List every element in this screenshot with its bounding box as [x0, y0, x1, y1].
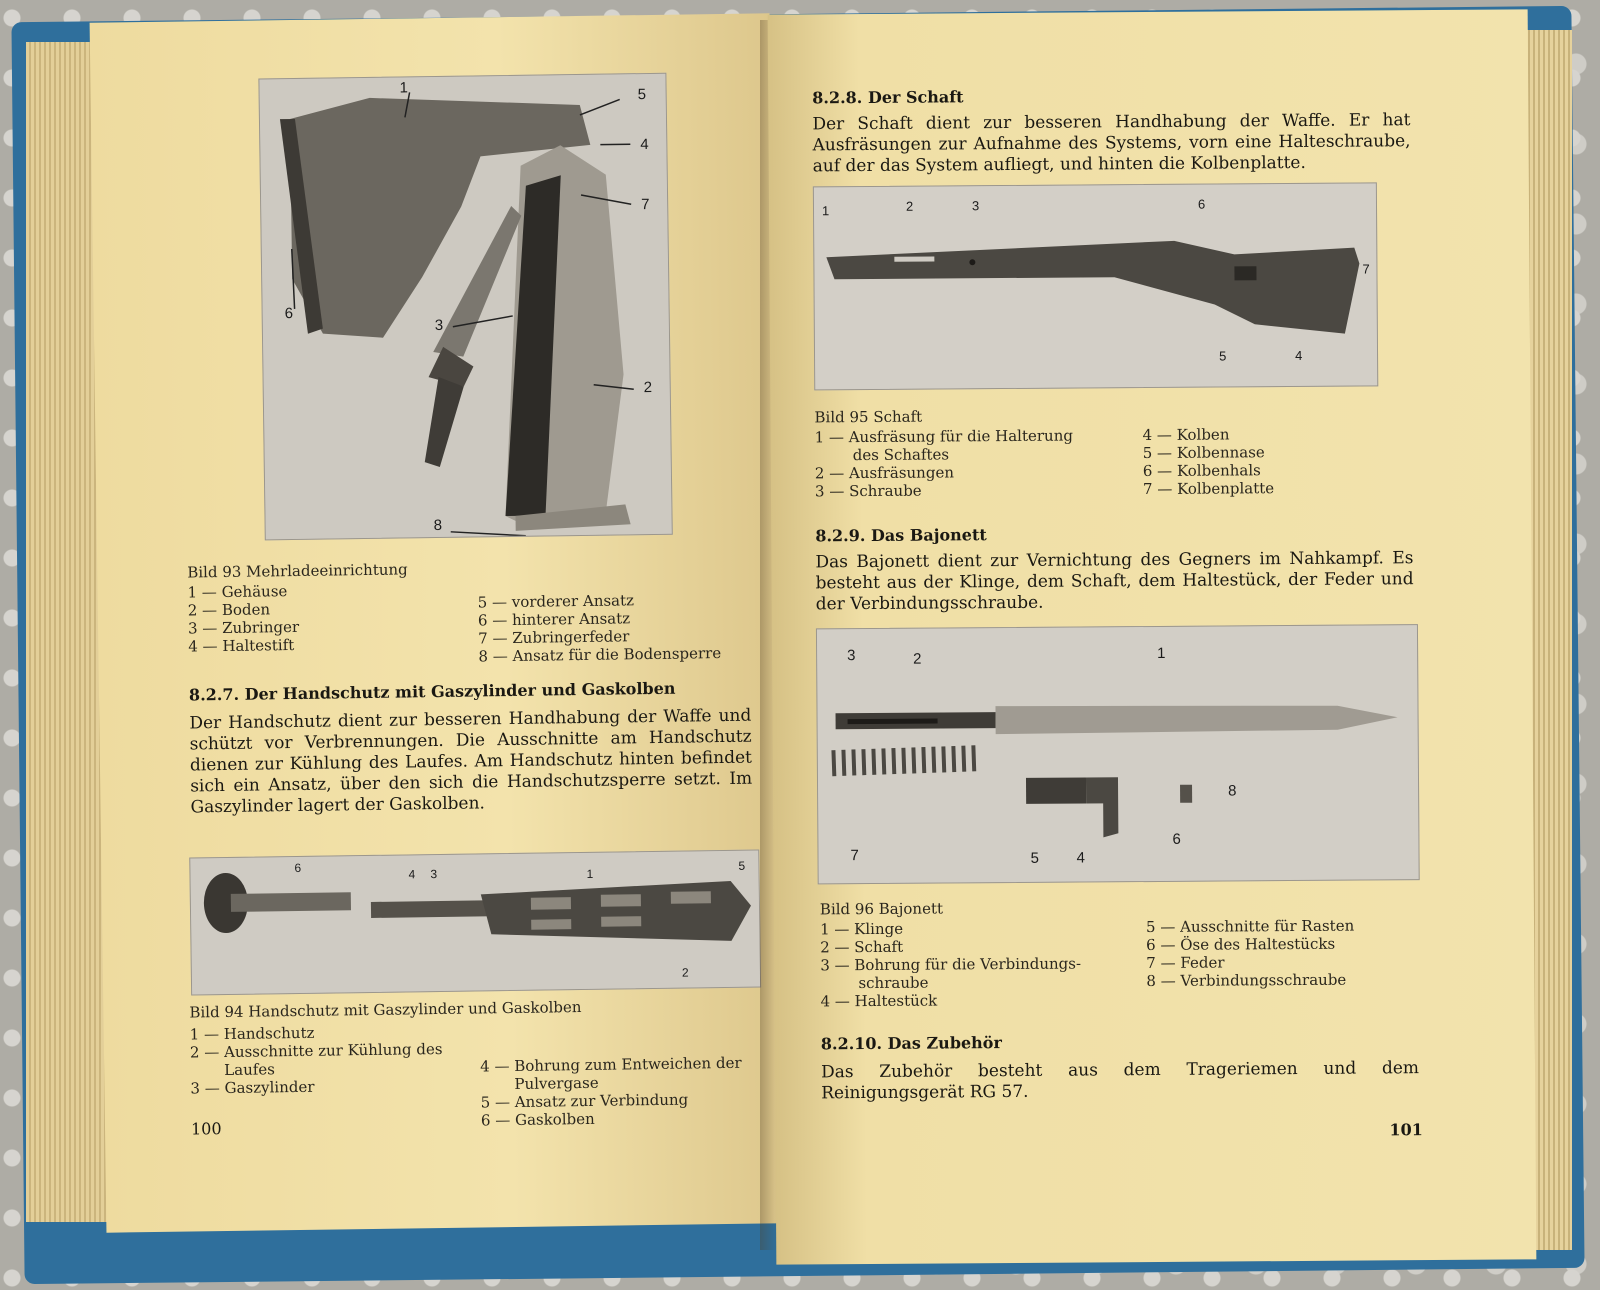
- section-827-text: Der Handschutz dient zur besseren Handhabung der Waffe und schützt vor Verbrennungen. Die Ausschnitte am Handschutz dienen zur Kühlung des Laufes. Am Handschutz hinten befindet sich ein Ansatz, über den sich die Handschutzsperre setzt. Im Gaszylinder lagert der Gaskolben.: [189, 705, 753, 818]
- legend-item: 1 — Handschutz: [189, 1023, 315, 1044]
- figure-95-legend-col1: [815, 427, 1074, 501]
- rifle-stock-drawing: [814, 183, 1377, 389]
- legend-item: 7 — Feder: [1146, 953, 1225, 973]
- fig93-label-7: 7: [641, 196, 650, 214]
- figure-96-legend-col2: [1146, 917, 1355, 990]
- legend-item: 6 — Öse des Haltestücks: [1146, 934, 1336, 955]
- figure-93-caption: Bild 93 Mehrladeeinrichtung: [187, 560, 408, 582]
- legend-item: 1 — Ausfräsung für die Halterung: [814, 426, 1073, 447]
- fig95-label-2: 2: [905, 198, 914, 214]
- legend-item: 6 — hinterer Ansatz: [477, 609, 631, 630]
- legend-item: 4 — Bohrung zum Entweichen der: [480, 1053, 742, 1076]
- legend-item: 7 — Zubringerfeder: [478, 627, 630, 648]
- legend-item: 5 — Ansatz zur Verbindung: [480, 1090, 689, 1112]
- fig93-label-5: 5: [637, 86, 647, 104]
- fig96-label-1: 1: [1157, 644, 1166, 662]
- fig93-label-1: 1: [399, 79, 408, 97]
- figure-96-caption: Bild 96 Bajonett: [819, 899, 944, 919]
- fig94-label-6: 6: [294, 860, 302, 876]
- legend-item: 5 — vorderer Ansatz: [477, 591, 635, 612]
- left-page-number: 100: [190, 1119, 222, 1139]
- fig93-label-6: 6: [284, 304, 294, 323]
- figure-94-photo: [189, 850, 761, 996]
- legend-item: des Schaftes: [852, 445, 950, 465]
- figure-96-photo: [816, 624, 1420, 884]
- legend-item: 5 — Kolbennase: [1142, 443, 1265, 463]
- section-829-heading: 8.2.9. Das Bajonett: [815, 525, 987, 546]
- figure-94-caption: Bild 94 Handschutz mit Gaszylinder und Gaskolben: [189, 998, 582, 1022]
- fig94-label-2: 2: [681, 965, 689, 980]
- legend-item: Laufes: [224, 1060, 276, 1080]
- legend-item: 3 — Zubringer: [187, 617, 300, 638]
- legend-item: 2 — Schaft: [820, 937, 904, 957]
- bayonet-parts-drawing: [817, 625, 1419, 883]
- fig96-label-6: 6: [1172, 830, 1181, 848]
- figure-93-photo: [258, 73, 672, 541]
- figure-93-legend-col2: [478, 590, 722, 665]
- fig96-label-4: 4: [1076, 849, 1085, 867]
- fig94-label-1: 1: [586, 866, 594, 881]
- legend-item: 6 — Kolbenhals: [1142, 461, 1261, 481]
- figure-95-caption: Bild 95 Schaft: [814, 407, 923, 427]
- figure-95-photo: [813, 182, 1378, 390]
- fig95-label-4: 4: [1294, 347, 1303, 363]
- fig96-label-2: 2: [913, 650, 922, 668]
- fig95-label-3: 3: [971, 198, 980, 214]
- fig95-label-5: 5: [1218, 348, 1227, 364]
- right-page-number: 101: [1389, 1120, 1423, 1140]
- legend-item: 1 — Klinge: [819, 919, 904, 939]
- legend-item: 7 — Kolbenplatte: [1142, 479, 1275, 499]
- right-page: [768, 9, 1537, 1264]
- fig93-label-3: 3: [434, 316, 444, 335]
- handguard-gas-cylinder-drawing: [190, 851, 760, 995]
- section-8210-heading: 8.2.10. Das Zubehör: [820, 1033, 1002, 1054]
- fig96-label-7: 7: [850, 847, 859, 865]
- left-page: [90, 13, 787, 1232]
- fig96-label-5: 5: [1030, 849, 1039, 867]
- fig95-label-6: 6: [1197, 196, 1206, 212]
- legend-item: 2 — Ausfräsungen: [814, 463, 955, 483]
- legend-item: 4 — Haltestück: [820, 991, 938, 1011]
- figure-94-legend-col1: [190, 1022, 444, 1098]
- section-828-text: Der Schaft dient zur besseren Handhabung der Waffe. Er hat Ausfräsungen zur Aufnahme des Systems, vorn eine Halteschraube, auf der das System aufliegt, und hinten die Kolbenplatte.: [812, 110, 1411, 177]
- section-829-text: Das Bajonett dient zur Vernichtung des Gegners im Nahkampf. Es besteht aus der Klinge, dem Schaft, dem Haltestück, der Feder und der Verbindungsschraube.: [815, 548, 1414, 615]
- fig95-label-7: 7: [1362, 261, 1370, 277]
- fig94-label-5: 5: [738, 858, 746, 873]
- figure-94-legend-col2: [480, 1054, 742, 1130]
- legend-item: 4 — Haltestift: [188, 636, 295, 656]
- fig93-label-2: 2: [643, 378, 653, 397]
- legend-item: 8 — Verbindungsschraube: [1146, 970, 1347, 991]
- section-8210-text: Das Zubehör besteht aus dem Trageriemen und dem Reinigungsgerät RG 57.: [820, 1058, 1420, 1104]
- fig94-label-4: 4: [408, 867, 416, 882]
- fig96-label-3: 3: [847, 647, 856, 665]
- legend-item: schraube: [858, 973, 929, 993]
- figure-93-legend-col1: [187, 582, 299, 656]
- legend-item: 1 — Gehäuse: [187, 582, 288, 602]
- magazine-assembly-drawing: [259, 74, 671, 540]
- legend-item: 3 — Gaszylinder: [190, 1077, 315, 1098]
- figure-96-legend-col1: [820, 919, 1081, 1011]
- legend-item: 4 — Kolben: [1142, 425, 1230, 445]
- section-828-heading: 8.2.8. Der Schaft: [812, 87, 964, 108]
- fig96-label-8: 8: [1228, 782, 1237, 800]
- legend-item: Pulvergase: [514, 1073, 599, 1093]
- legend-item: 6 — Gaskolben: [480, 1109, 595, 1130]
- legend-item: 5 — Ausschnitte für Rasten: [1145, 916, 1355, 937]
- fig93-label-4: 4: [640, 136, 649, 154]
- figure-95-legend-col2: [1143, 425, 1275, 498]
- legend-item: 2 — Ausschnitte zur Kühlung des: [189, 1039, 443, 1062]
- legend-item: 3 — Bohrung für die Verbindungs-: [820, 954, 1082, 975]
- fig94-label-3: 3: [430, 867, 438, 882]
- section-827-heading: 8.2.7. Der Handschutz mit Gaszylinder und Gaskolben: [188, 678, 676, 705]
- legend-item: 8 — Ansatz für die Bodensperre: [478, 644, 722, 666]
- legend-item: 3 — Schraube: [814, 481, 922, 501]
- fig95-label-1: 1: [821, 203, 830, 219]
- fig93-label-8: 8: [433, 516, 443, 535]
- legend-item: 2 — Boden: [187, 600, 271, 620]
